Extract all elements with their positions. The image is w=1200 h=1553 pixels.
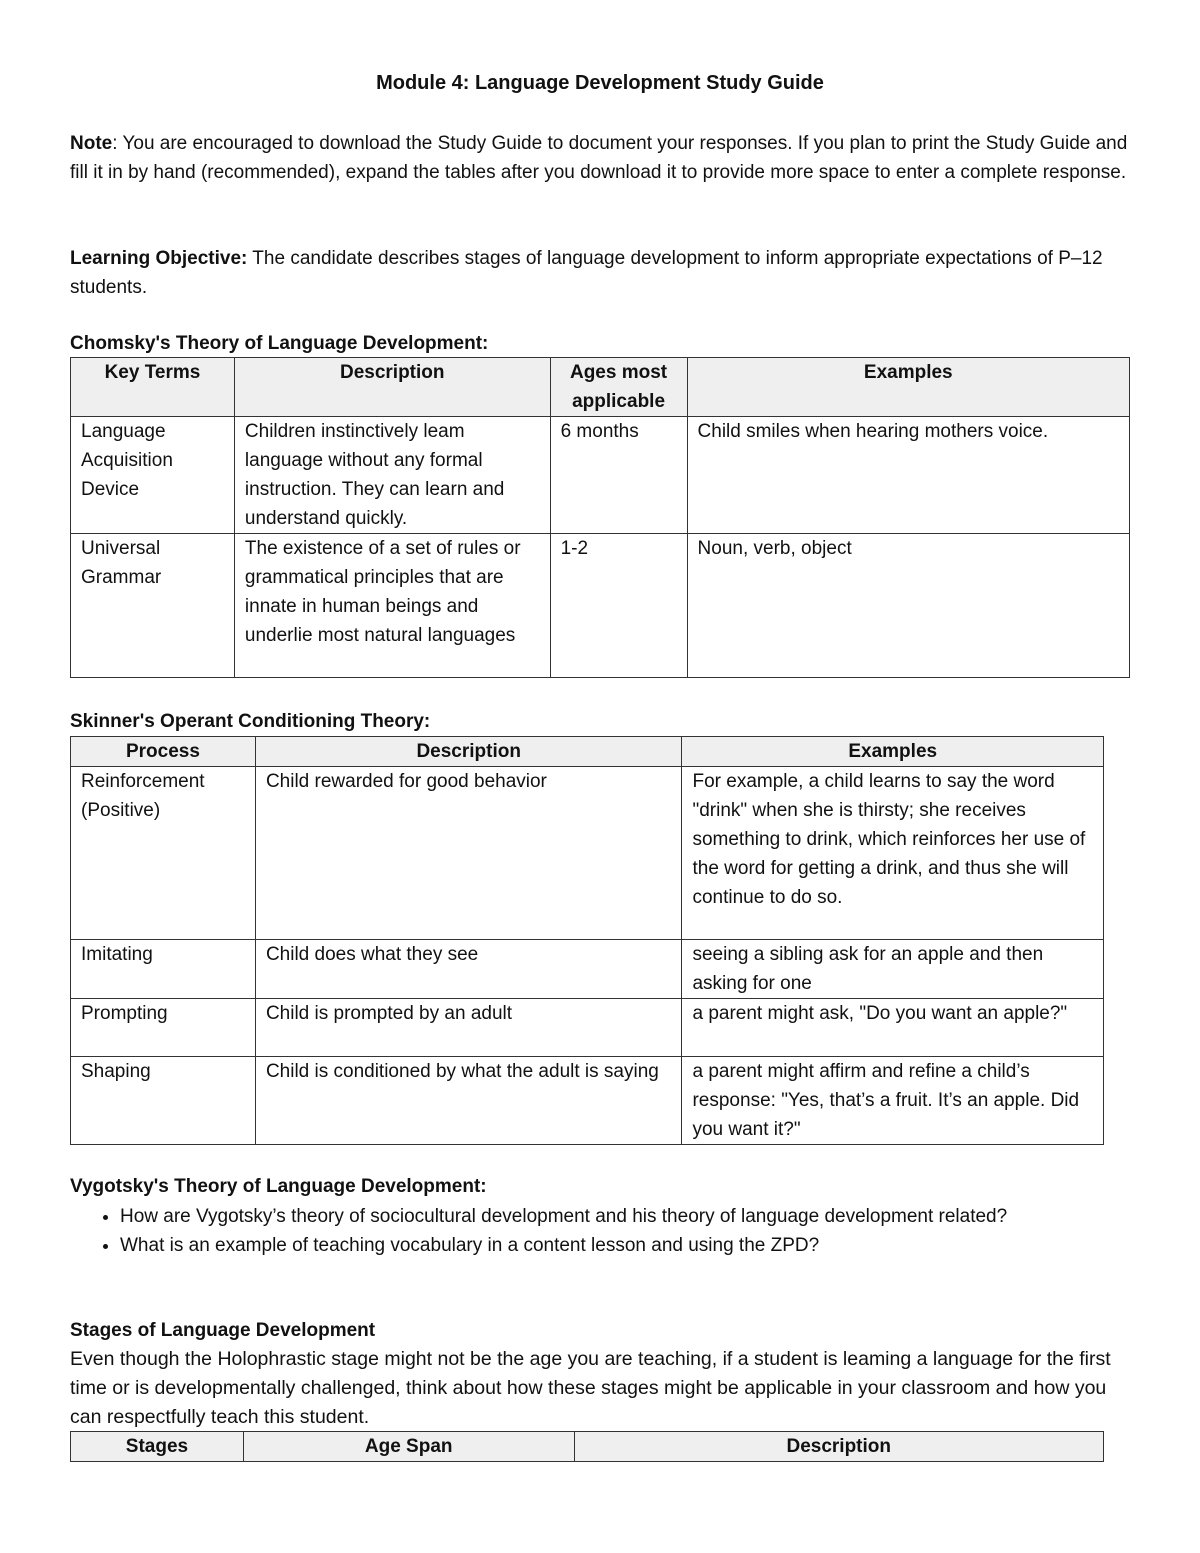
list-item: • How are Vygotsky’s theory of sociocultural development and his theory of language development related? — [120, 1202, 1140, 1231]
table-row — [71, 417, 1130, 534]
column-header: Process — [71, 737, 256, 767]
page-title: Module 4: Language Development Study Guide — [376, 72, 824, 94]
table-cell: The existence of a set of rules or grammatical principles that are innate in human beings and underlie most natural languages — [234, 534, 550, 678]
vygotsky-heading: Vygotsky's Theory of Language Development: — [70, 1176, 487, 1197]
stages-table — [70, 1431, 1104, 1462]
column-header: Key Terms — [71, 358, 235, 417]
note-text: : You are encouraged to download the Study Guide to document your responses. If you plan to print the Study Guide and fill it in by hand (recommended), expand the tables after you download it to provide more space to enter a complete response. — [70, 133, 1128, 183]
table-cell: Child is conditioned by what the adult is saying — [255, 1057, 682, 1145]
column-header: Age Span — [243, 1432, 574, 1462]
skinner-heading: Skinner's Operant Conditioning Theory: — [70, 711, 431, 732]
column-header: Examples — [682, 737, 1104, 767]
table-cell: Shaping — [71, 1057, 256, 1145]
table-cell: Noun, verb, object — [687, 534, 1129, 678]
table-cell: Children instinctively leam language without any formal instruction. They can learn and understand quickly. — [234, 417, 550, 534]
table-cell: Child does what they see — [255, 940, 682, 999]
table-cell: For example, a child learns to say the word "drink" when she is thirsty; she receives something to drink, which reinforces her use of the word for getting a drink, and thus she will continue to do so. — [682, 767, 1104, 940]
column-header: Description — [234, 358, 550, 417]
table-cell: Imitating — [71, 940, 256, 999]
table-header-row — [71, 1432, 1104, 1462]
table-cell: Child is prompted by an adult — [255, 999, 682, 1057]
table-cell: Child rewarded for good behavior — [255, 767, 682, 940]
table-cell: Universal Grammar — [71, 534, 235, 678]
column-header: Stages — [71, 1432, 244, 1462]
table-cell: a parent might affirm and refine a child’s response: "Yes, that’s a fruit. It’s an apple. Did you want it?" — [682, 1057, 1104, 1145]
list-item: • What is an example of teaching vocabulary in a content lesson and using the ZPD? — [120, 1231, 1140, 1260]
table-cell: a parent might ask, "Do you want an apple?" — [682, 999, 1104, 1057]
chomsky-heading: Chomsky's Theory of Language Development: — [70, 333, 489, 354]
table-cell: seeing a sibling ask for an apple and then asking for one — [682, 940, 1104, 999]
objective-text: The candidate describes stages of language development to inform appropriate expectations of P–12 students. — [70, 248, 1103, 298]
table-cell: Reinforcement (Positive) — [71, 767, 256, 940]
column-header: Description — [574, 1432, 1103, 1462]
vygotsky-questions — [70, 1202, 1140, 1260]
column-header: Description — [255, 737, 682, 767]
table-row — [71, 767, 1104, 940]
note-paragraph — [70, 129, 1130, 187]
table-row — [71, 999, 1104, 1057]
table-row — [71, 940, 1104, 999]
table-cell: 6 months — [550, 417, 687, 534]
stages-heading: Stages of Language Development — [70, 1320, 376, 1341]
table-row — [71, 534, 1130, 678]
column-header: Examples — [687, 358, 1129, 417]
table-cell: 1-2 — [550, 534, 687, 678]
note-label: Note — [70, 133, 113, 154]
table-cell: Prompting — [71, 999, 256, 1057]
table-cell: Child smiles when hearing mothers voice. — [687, 417, 1129, 534]
table-row — [71, 1057, 1104, 1145]
column-header: Ages most applicable — [550, 358, 687, 417]
skinner-table — [70, 736, 1104, 1145]
table-header-row — [71, 358, 1130, 417]
chomsky-table — [70, 357, 1130, 678]
objective-paragraph — [70, 244, 1130, 302]
table-header-row — [71, 737, 1104, 767]
table-cell: Language Acquisition Device — [71, 417, 235, 534]
stages-paragraph: Even though the Holophrastic stage might not be the age you are teaching, if a student is leaming a language for the first time or is developmentally challenged, think about how these stages might be applicable in your classroom and how you can respectfully teach this student. — [70, 1348, 1111, 1428]
objective-label: Learning Objective: — [70, 248, 248, 269]
